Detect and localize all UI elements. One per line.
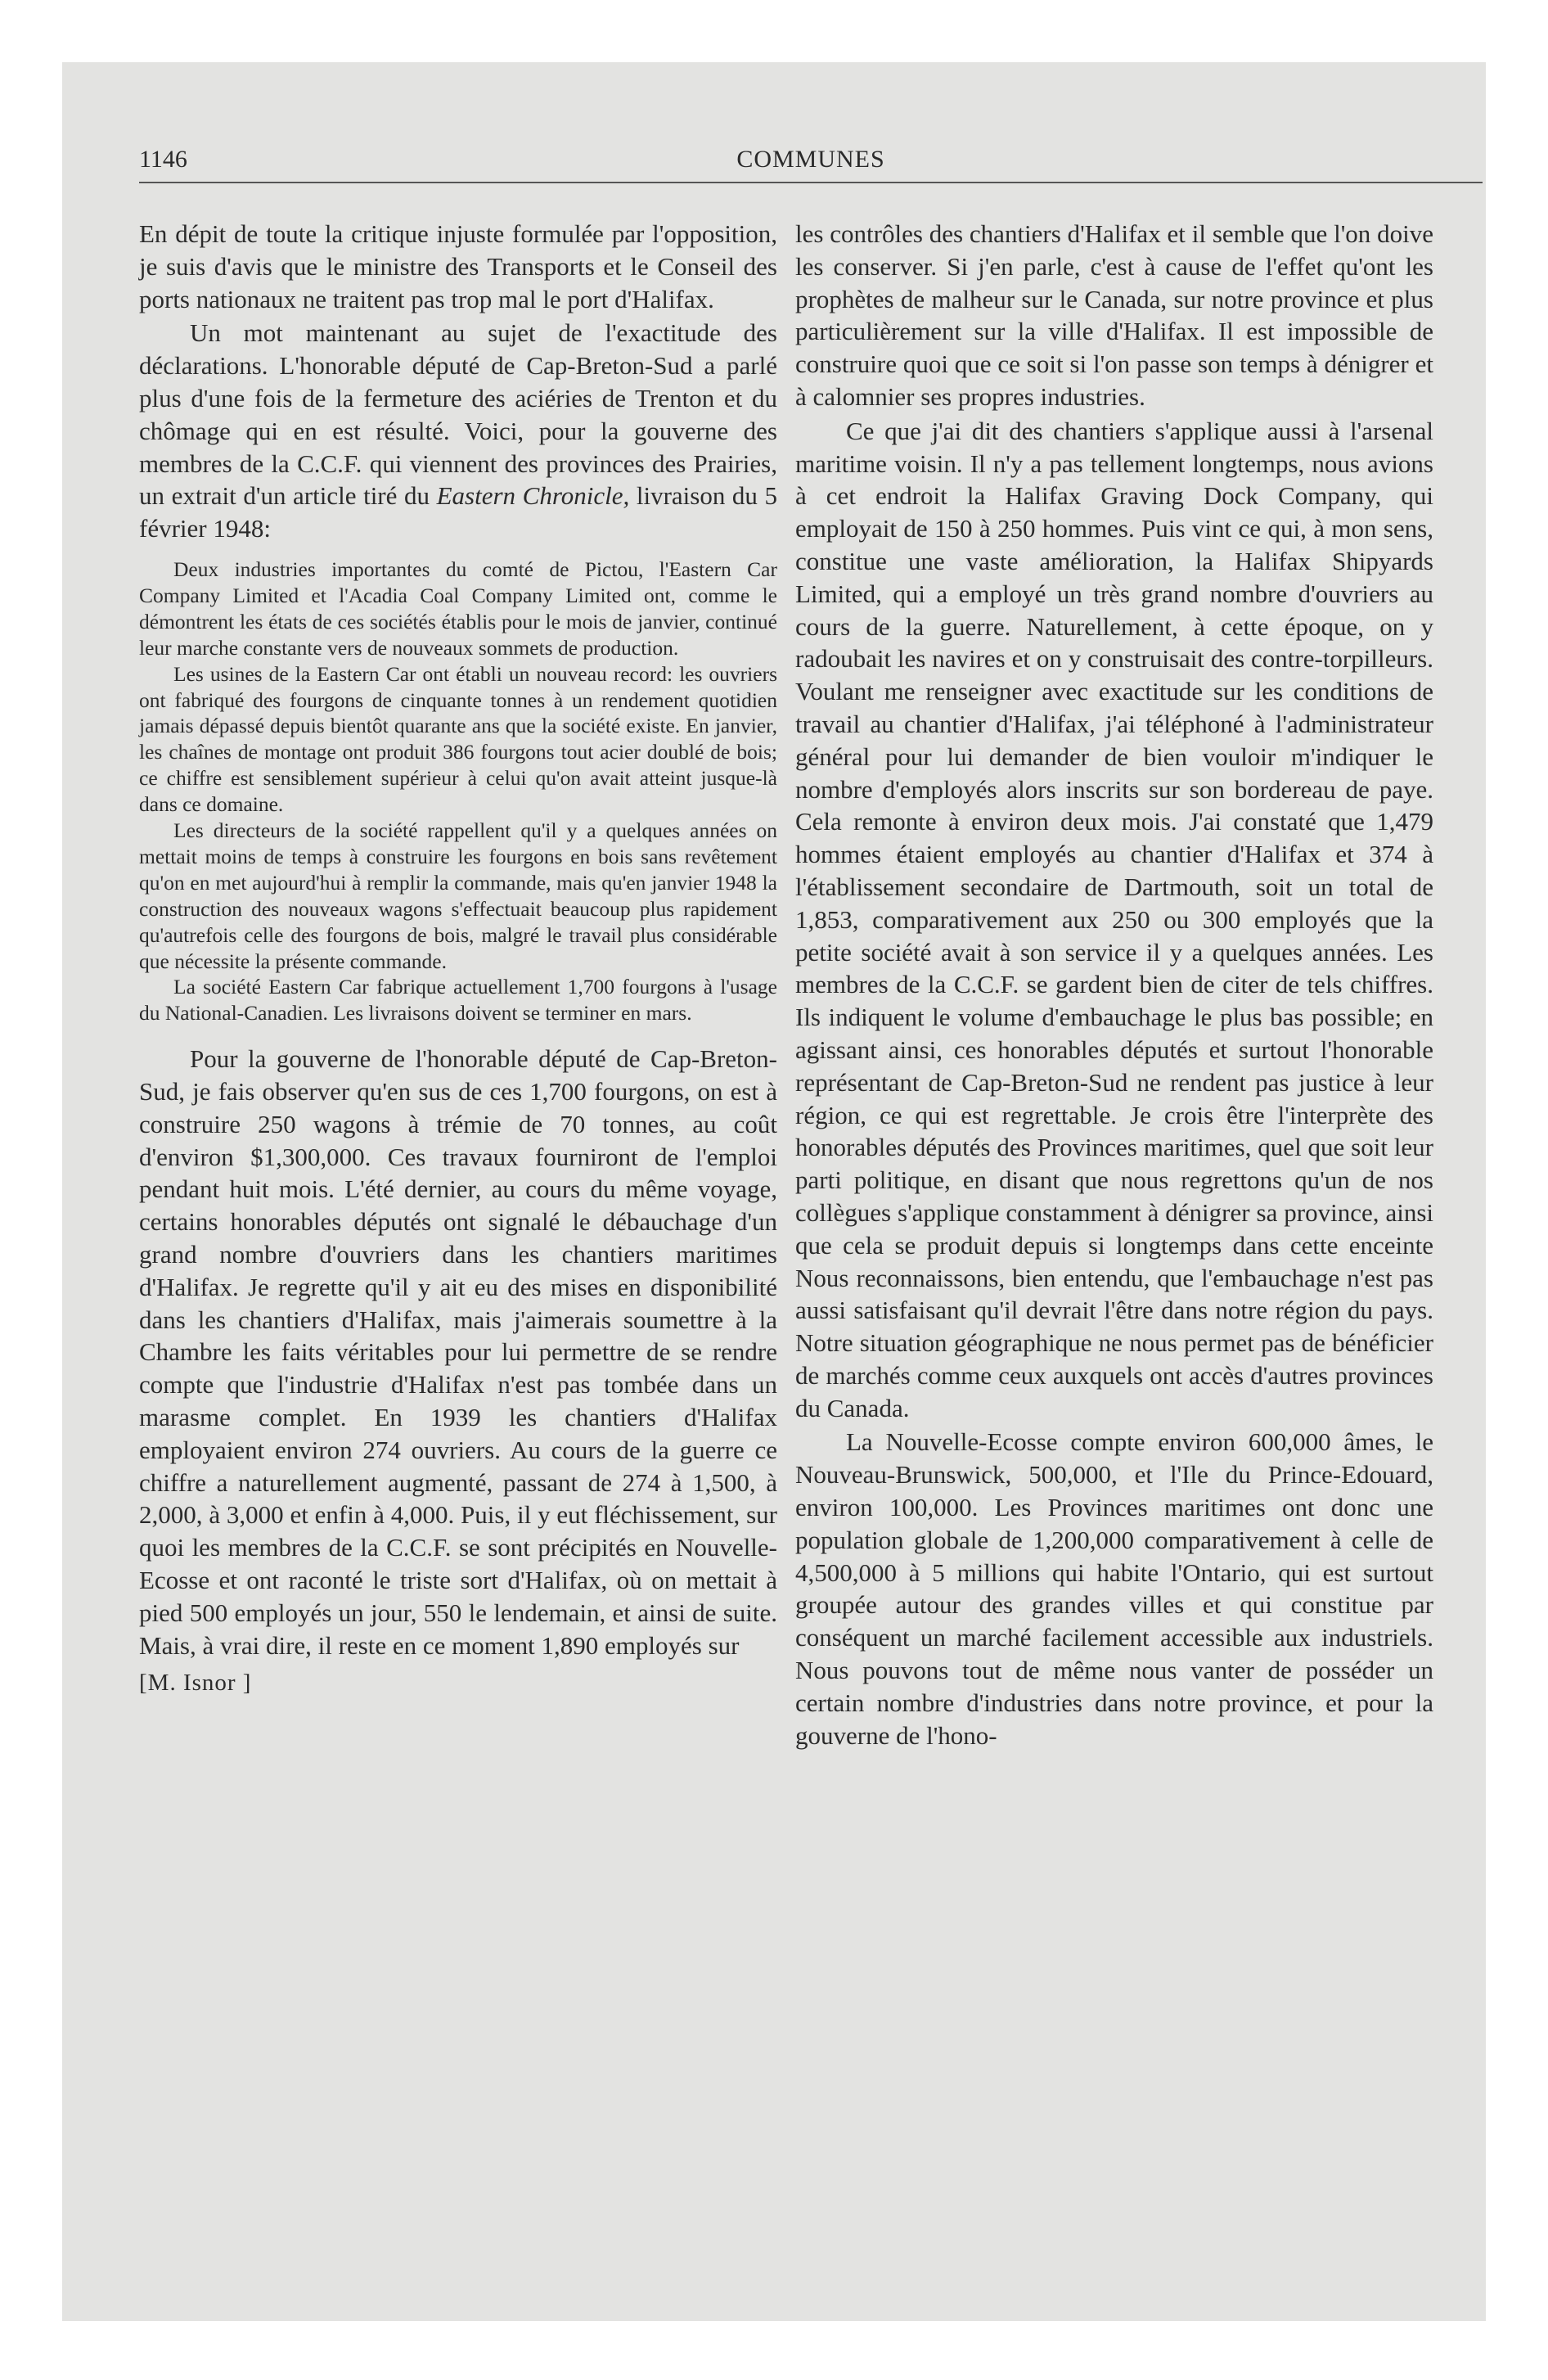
- quoted-paragraph: Les usines de la Eastern Car ont établi un nouveau record: les ouvriers ont fabriqué des fourgons de cinquante tonnes à un rendement quotidien jamais dépassé depuis bientôt quarante ans que la société existe. En janvier, les chaînes de montage ont produit 386 fourgons tout acier doublé de bois; ce chiffre est sensiblement supérieur à celui qu'on avait atteint jusque-là dans ce domaine.: [139, 661, 777, 817]
- right-column: [795, 218, 1433, 1753]
- paragraph: Ce que j'ai dit des chantiers s'applique aussi à l'arsenal maritime voisin. Il n'y a pas tellement longtemps, nous avions à cet endroit la Halifax Graving Dock Company, qui employait de 150 à 250 hommes. Puis vint ce qui, à mon sens, constitue une vaste amélioration, la Halifax Shipyards Limited, qui a employé un très grand nombre d'ouvriers au cours de la guerre. Naturellement, à cette époque, on y radoubait les navires et on y construisait des contre-torpilleurs. Voulant me renseigner avec exactitude sur les conditions de travail au chantier d'Halifax, j'ai téléphoné à l'administrateur général pour lui demander de bien vouloir m'indiquer le nombre d'employés alors inscrits sur son bordereau de paye. Cela remonte à environ deux mois. J'ai constaté que 1,479 hommes étaient employés au chantier d'Halifax et 374 à l'établissement secondaire de Dartmouth, soit un total de 1,853, comparativement aux 250 ou 300 employés que la petite société avait à son service il y a quelques années. Les membres de la C.C.F. se gardent bien de citer de tels chiffres. Ils indiquent le volume d'embauchage le plus bas possible; en agissant ainsi, ces honorables députés et surtout l'honorable représentant de Cap-Breton-Sud ne rendent pas justice à leur région, ce qui est regrettable. Je crois être l'interprète des honorables députés des Provinces maritimes, quel que soit leur parti politique, en disant que nous regrettons qu'un de nos collègues s'applique constamment à dénigrer sa province, ainsi que cela se produit depuis si longtemps dans cette enceinte Nous reconnaissons, bien entendu, que l'embauchage n'est pas aussi satisfaisant qu'il devrait l'être dans notre région du pays. Notre situation géographique ne nous permet pas de bénéficier de marchés comme ceux auxquels ont accès d'autres provinces du Canada.: [795, 416, 1433, 1422]
- quoted-paragraph: La société Eastern Car fabrique actuellement 1,700 fourgons à l'usage du National-Canadien. Les livraisons doivent se terminer en mars.: [139, 975, 777, 1025]
- speaker-tag: [M. Isnor ]: [139, 1670, 252, 1697]
- paragraph: Pour la gouverne de l'honorable député de Cap-Breton-Sud, je fais observer qu'en sus de ces 1,700 fourgons, on est à construire 250 wagons à trémie de 70 tonnes, au coût d'environ $1,300,000. Ces travaux fourniront de l'emploi pendant huit mois. L'été dernier, au cours du même voyage, certains honorables députés ont signalé le débauchage d'un grand nombre d'ouvriers dans les chantiers maritimes d'Halifax. Je regrette qu'il y ait eu des mises en disponibilité dans les chantiers d'Halifax, mais j'aimerais soumettre à la Chambre les faits véritables pour lui permettre de se rendre compte que l'industrie d'Halifax n'est pas tombée dans un marasme complet. En 1939 les chantiers d'Halifax employaient environ 274 ouvriers. Au cours de la guerre ce chiffre a naturellement augmenté, passant de 274 à 1,500, à 2,000, à 3,000 et enfin à 4,000. Puis, il y eut fléchissement, sur quoi les membres de la C.C.F. se sont précipités en Nouvelle-Ecosse et ont raconté le triste sort d'Halifax, où on mettait à pied 500 employés un jour, 550 le lendemain, et ainsi de suite. Mais, à vrai dire, il reste en ce moment 1,890 employés sur: [139, 1044, 777, 1660]
- paragraph: [139, 317, 777, 545]
- text-run: Un mot maintenant au sujet de l'exactitude des déclarations. L'honorable député de Cap-Breton-Sud a parlé plus d'une fois de la fermeture des aciéries de Trenton et du chômage qui en est résulté. Voici, pour la gouverne des membres de la C.C.F. qui viennent des provinces des Prairies, un extrait d'un article tiré du: [139, 318, 777, 511]
- page-number: 1146: [139, 146, 187, 173]
- publication-title: Eastern Chronicle,: [436, 481, 630, 511]
- paragraph: La Nouvelle-Ecosse compte environ 600,000 âmes, le Nouveau-Brunswick, 500,000, et l'Ile du Prince-Edouard, environ 100,000. Les Provinces maritimes ont donc une population globale de 1,200,000 comparativement à celle de 4,500,000 à 5 millions qui habite l'Ontario, qui est surtout groupée autour des grandes villes et qui constitue par conséquent un marché facilement accessible aux industriels. Nous pouvons tout de même nous vanter de posséder un certain nombre d'industries dans notre province, et pour la gouverne de l'hono-: [795, 1427, 1433, 1750]
- paragraph: les contrôles des chantiers d'Halifax et il semble que l'on doive les conserver. Si j'en parle, c'est à cause de l'effet qu'ont les prophètes de malheur sur le Canada, sur notre province et plus particulièrement sur la ville d'Halifax. Il est impossible de construire quoi que ce soit si l'on passe son temps à dénigrer et à calomnier ses propres industries.: [795, 219, 1433, 411]
- running-head: COMMUNES: [736, 146, 885, 173]
- page-header: [139, 146, 1483, 183]
- quoted-paragraph: Deux industries importantes du comté de Pictou, l'Eastern Car Company Limited et l'Acadia Coal Company Limited ont, comme le démontrent les états de ces sociétés établis pour le mois de janvier, continué leur marche constante vers de nouveaux sommets de production.: [139, 557, 777, 660]
- left-column: [139, 218, 777, 1697]
- quoted-paragraph: Les directeurs de la société rappellent qu'il y a quelques années on mettait moins de temps à construire les fourgons en bois sans revêtement qu'on en met aujourd'hui à remplir la commande, mais qu'en janvier 1948 la construction des nouveaux wagons s'effectuait beaucoup plus rapidement qu'autrefois celle des fourgons de bois, malgré le travail plus considérable que nécessite la présente commande.: [139, 818, 777, 973]
- paragraph: En dépit de toute la critique injuste formulée par l'opposition, je suis d'avis que le ministre des Transports et le Conseil des ports nationaux ne traitent pas trop mal le port d'Halifax.: [139, 219, 777, 313]
- quotation-block: [139, 557, 777, 1026]
- text-run: livraison du 5 février 1948:: [139, 481, 778, 543]
